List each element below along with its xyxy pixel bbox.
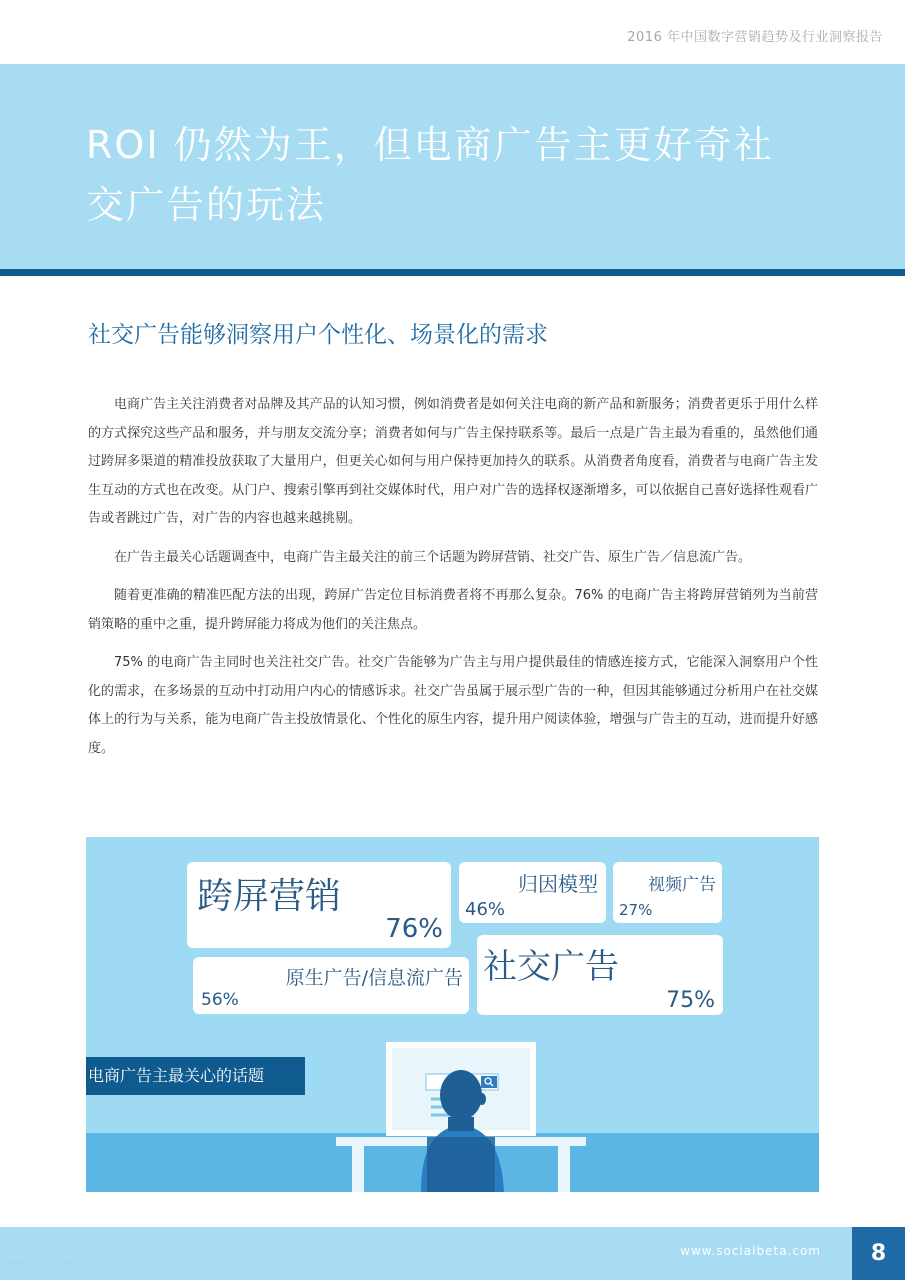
paragraph: 电商广告主关注消费者对品牌及其产品的认知习惯，例如消费者是如何关注电商的新产品和新服务；消费者更乐于用什么样的方式探究这些产品和服务，并与朋友交流分享；消费者如何与广告主保持联系等。最后一点是广告主最为看重的，虽然他们通过跨屏多渠道的精准投放获取了大量用户，但更关心如何与用户保持更加持久的联系。从消费者角度看，消费者与电商广告主发生互动的方式也在改变。从门户、搜索引擎再到社交媒体时代，用户对广告的选择权逐渐增多，可以依据自己喜好选择性观看广告或者跳过广告，对广告的内容也越来越挑剔。 [88,397,818,526]
paragraph: 在广告主最关心话题调查中，电商广告主最关注的前三个话题为跨屏营销、社交广告、原生广告／信息流广告。 [114,549,752,565]
watermark-text: www.jegit.com.cn [6,1257,94,1267]
page-title-line2: 交广告的玩法 [86,183,327,227]
topic-name: 归因模型 [518,872,598,896]
footer-url: www.socialbeta.com [680,1244,821,1258]
topic-percent: 46% [465,899,506,920]
topic-percent: 76% [385,914,443,944]
topic-percent: 75% [666,988,715,1013]
user-at-computer-illustration [86,837,819,1192]
topic-percent: 56% [201,990,239,1010]
page-title [86,115,846,235]
report-title: 2016 年中国数字营销趋势及行业洞察报告 [627,30,883,45]
page-number: 8 [852,1227,905,1280]
topic-name: 社交广告 [483,947,619,987]
paragraph: 随着更准确的精准匹配方法的出现，跨屏广告定位目标消费者将不再那么复杂。76% 的电商广告主将跨屏营销列为当前营销策略的重中之重，提升跨屏能力将成为他们的关注焦点。 [88,588,818,632]
topic-percent: 27% [619,901,653,919]
infographic-label: 电商广告主最关心的话题 [86,1057,305,1095]
topic-name: 原生广告/信息流广告 [285,967,463,989]
topic-name: 视频广告 [648,875,716,895]
document-header [0,0,905,60]
page-title-line1: ROI 仍然为王，但电商广告主更好奇社 [86,123,774,167]
banner-divider [0,269,905,276]
paragraph: 75% 的电商广告主同时也关注社交广告。社交广告能够为广告主与用户提供最佳的情感连接方式，它能深入洞察用户个性化的需求，在多场景的互动中打动用户内心的情感诉求。社交广告虽属于展示型广告的一种，但因其能够通过分析用户在社交媒体上的行为与关系，能为电商广告主投放情景化、个性化的原生内容，提升用户阅读体验，增强与广告主的互动，进而提升好感度。 [88,655,818,756]
body-text [88,391,818,773]
title-banner [0,64,905,269]
topic-name: 跨屏营销 [197,876,342,917]
section-heading: 社交广告能够洞察用户个性化、场景化的需求 [88,322,548,348]
topics-infographic [86,837,819,1192]
